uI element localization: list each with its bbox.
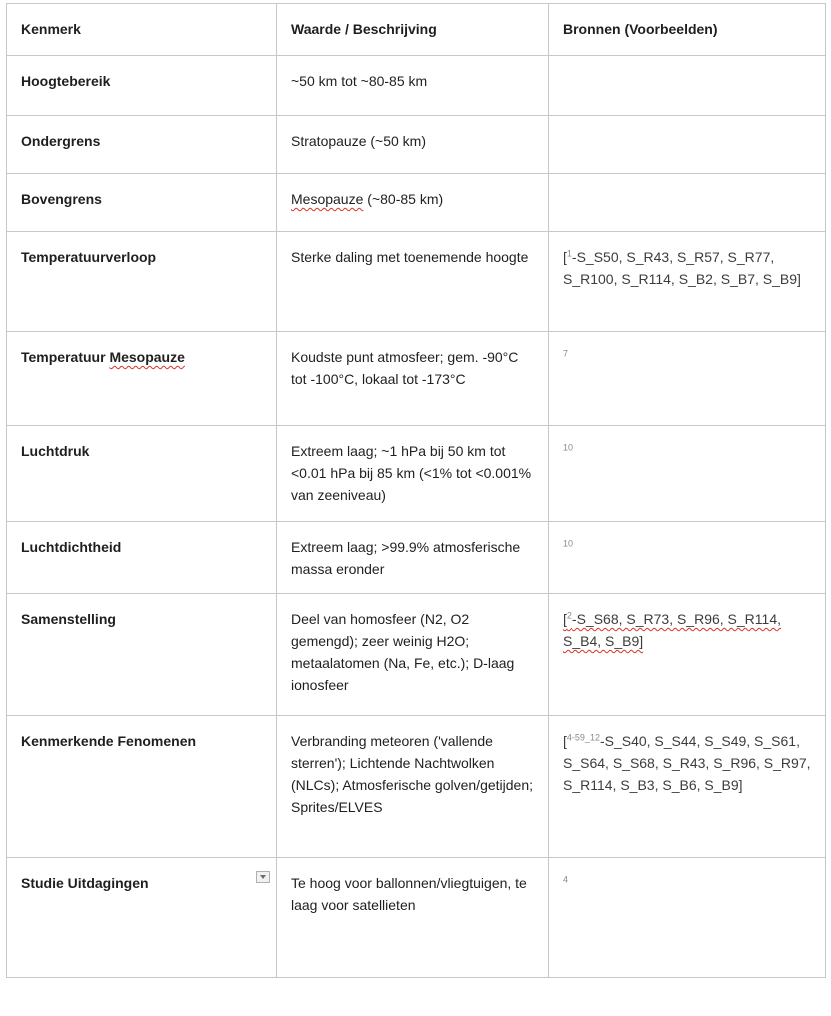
row-value [277,174,549,232]
table-header-row [7,4,826,56]
table-row [7,232,826,332]
row-sources [549,232,826,332]
row-key: Kenmerkende Fenomenen [7,716,277,858]
row-key: Bovengrens [7,174,277,232]
spellcheck-word[interactable]: Mesopauze [291,191,364,207]
bracket: [ [563,611,567,627]
header-kenmerk: Kenmerk [7,4,277,56]
citation-ref[interactable]: 7 [563,348,569,359]
sources-text[interactable]: -S_S68, S_R73, S_R96, S_R114, S_B4, S_B9] [563,611,781,649]
row-key [7,858,277,978]
row-sources [549,716,826,858]
row-key: Temperatuurverloop [7,232,277,332]
row-sources [549,56,826,116]
row-value: Sterke daling met toenemende hoogte [277,232,549,332]
table-row [7,116,826,174]
row-key [7,332,277,426]
row-value: ~50 km tot ~80-85 km [277,56,549,116]
row-sources [549,594,826,716]
row-value: Verbranding meteoren ('vallende sterren'); Lichtende Nachtwolken (NLCs); Atmosferische golven/getijden; Sprites/ELVES [277,716,549,858]
row-sources [549,858,826,978]
row-dropdown-icon[interactable] [256,871,270,883]
mesosphere-table [6,3,826,978]
citation-ref[interactable]: 4 [566,732,572,743]
sources-text: -S_S50, S_R43, S_R57, S_R77, S_R100, S_R114, S_B2, S_B7, S_B9] [563,249,801,287]
citation-ref[interactable]: 2 [566,610,572,621]
row-key: Hoogtebereik [7,56,277,116]
row-key: Ondergrens [7,116,277,174]
citation-ref[interactable]: 4 [563,874,569,885]
row-key: Luchtdruk [7,426,277,522]
row-sources [549,522,826,594]
row-value: Extreem laag; >99.9% atmosferische massa eronder [277,522,549,594]
citation-ref[interactable]: 10 [563,442,574,453]
row-key: Samenstelling [7,594,277,716]
table-row [7,522,826,594]
row-sources [549,174,826,232]
table-row [7,426,826,522]
citation-ref[interactable]: 10 [563,538,574,549]
citation-separator: _ [584,732,590,743]
table-row [7,858,826,978]
key-text: Studie Uitdagingen [21,875,149,891]
table-row [7,56,826,116]
key-text: Temperatuur [21,349,110,365]
spellcheck-word[interactable]: Mesopauze [109,349,185,365]
row-value: Koudste punt atmosfeer; gem. -90°C tot -100°C, lokaal tot -173°C [277,332,549,426]
table-row [7,594,826,716]
table-row [7,174,826,232]
citation-ref[interactable]: 1 [566,248,572,259]
sources-text: -S_S40, S_S44, S_S49, S_S61, S_S64, S_S68, S_R43, S_R96, S_R97, S_R114, S_B3, S_B6, S_B9] [563,733,811,793]
table-row [7,716,826,858]
row-value: Te hoog voor ballonnen/vliegtuigen, te laag voor satellieten [277,858,549,978]
table-row [7,332,826,426]
row-sources [549,116,826,174]
bracket: [ [563,733,567,749]
row-sources [549,426,826,522]
row-sources [549,332,826,426]
row-key: Luchtdichtheid [7,522,277,594]
bracket: [ [563,249,567,265]
citation-ref[interactable]: 59 [574,732,585,743]
value-text: (~80-85 km) [363,191,444,207]
citation-ref[interactable]: 12 [589,732,600,743]
row-value: Stratopauze (~50 km) [277,116,549,174]
citation-separator: - [571,732,575,743]
header-waarde: Waarde / Beschrijving [277,4,549,56]
row-value: Deel van homosfeer (N2, O2 gemengd); zeer weinig H2O; metaalatomen (Na, Fe, etc.); D-laag ionosfeer [277,594,549,716]
header-bronnen: Bronnen (Voorbeelden) [549,4,826,56]
row-value: Extreem laag; ~1 hPa bij 50 km tot <0.01 hPa bij 85 km (<1% tot <0.001% van zeeniveau) [277,426,549,522]
